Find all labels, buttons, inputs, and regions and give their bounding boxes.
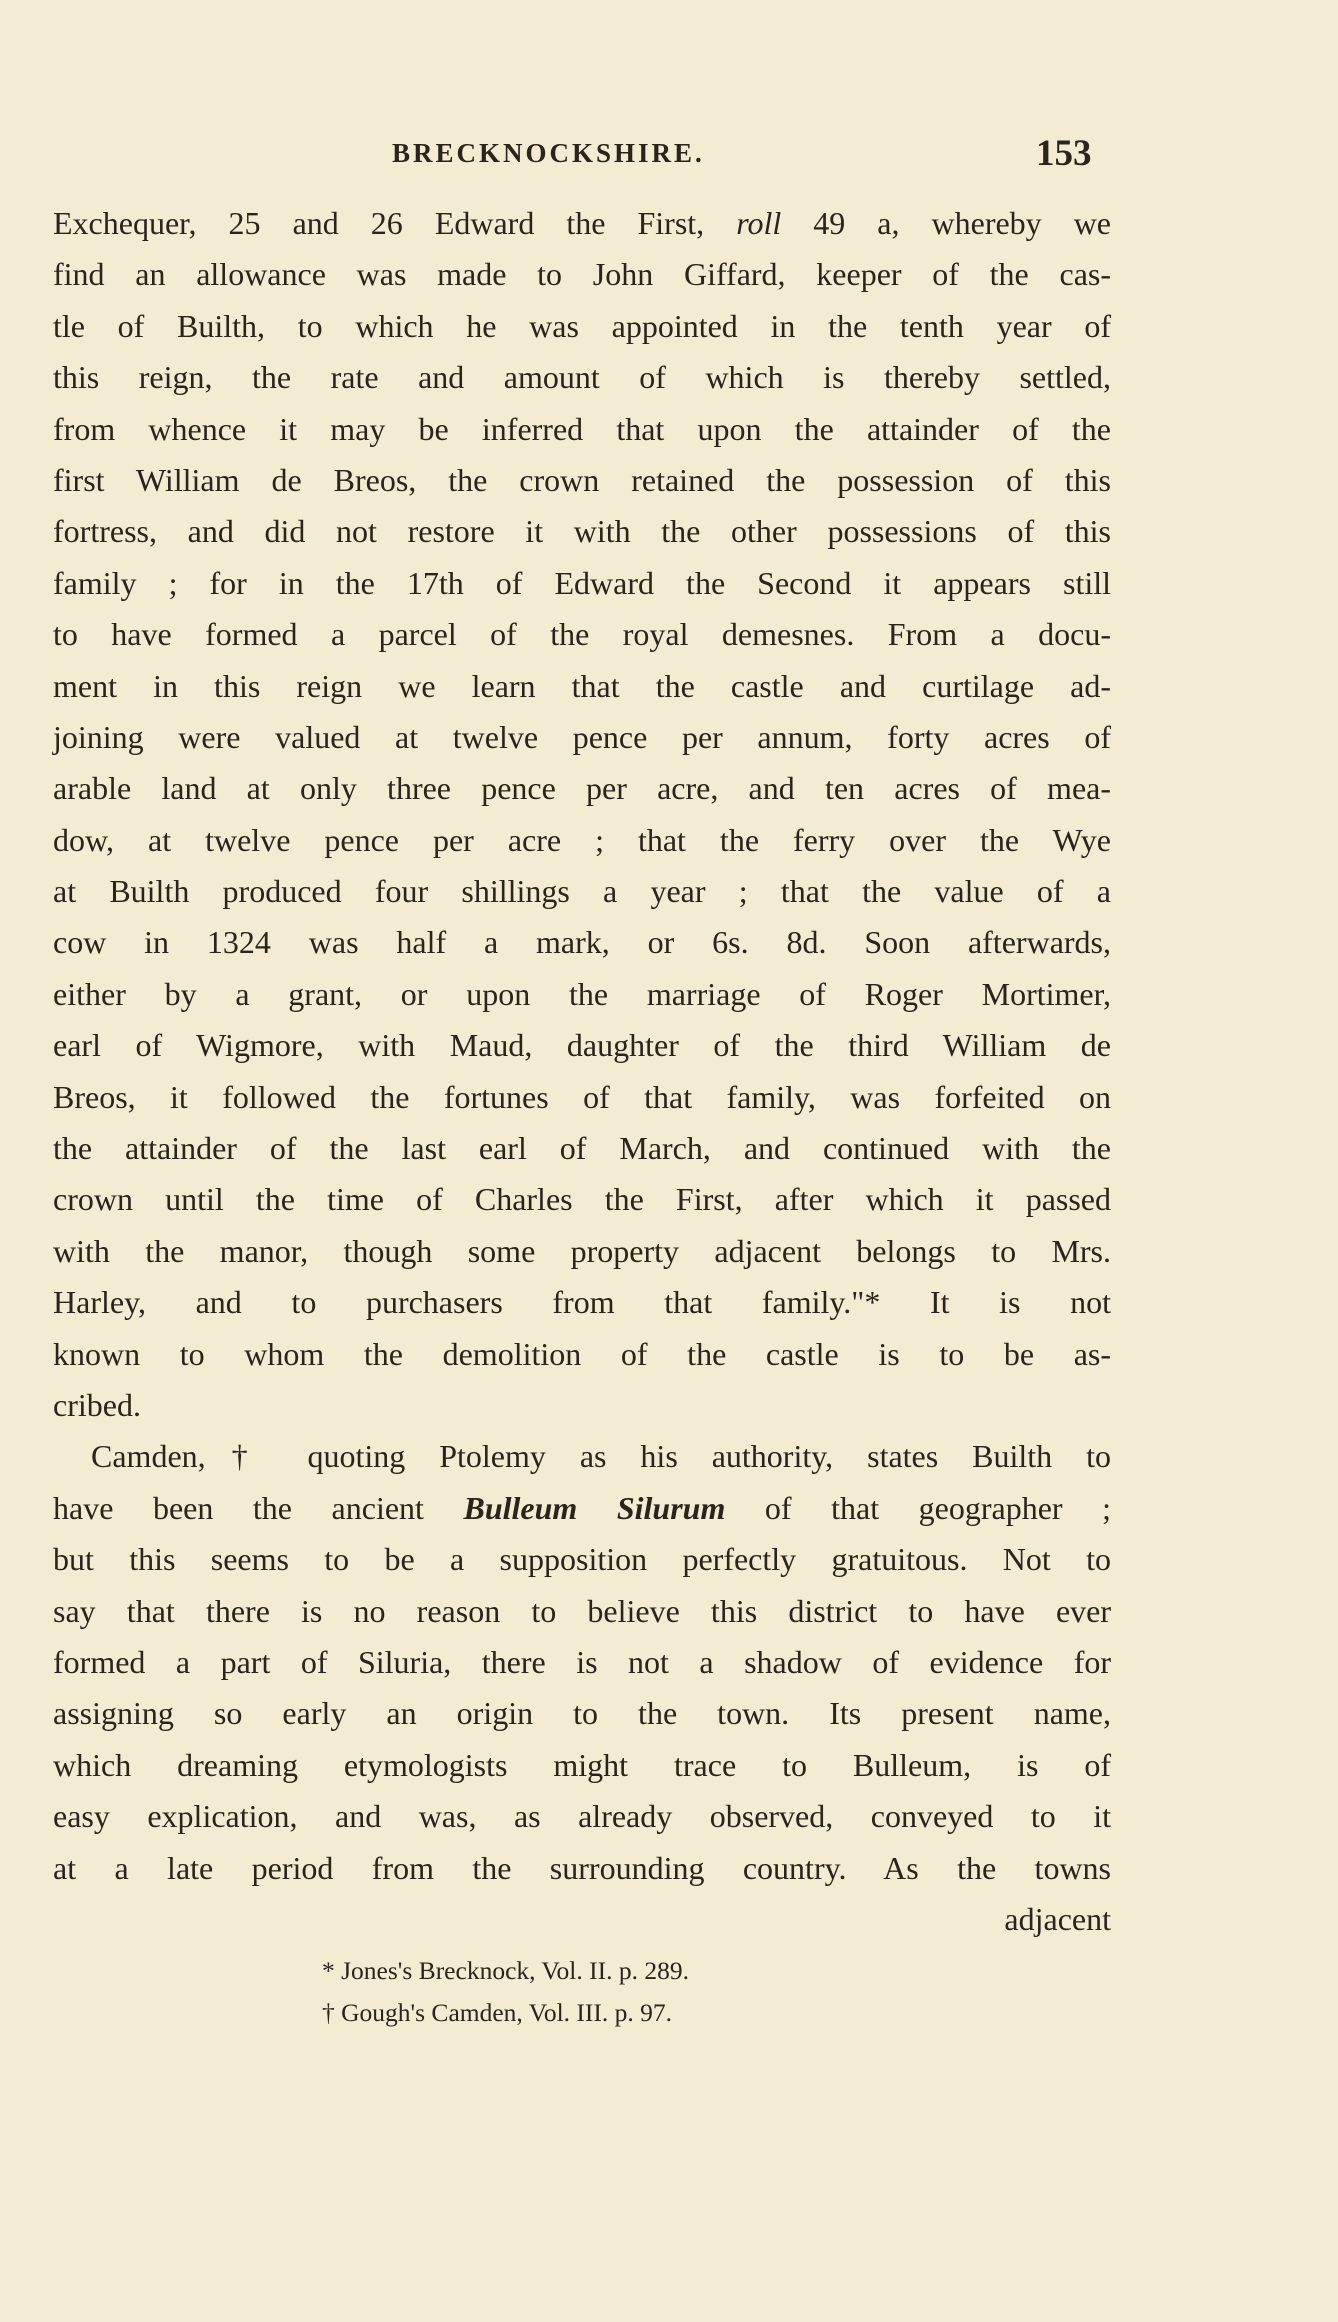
text-line-29: formed a part of Siluria, there is not a shadow of evidence for xyxy=(53,1643,1111,1680)
text-line-14: at Builth produced four shillings a year ; that the value of a xyxy=(53,873,1111,910)
text-line-1: Exchequer, 25 and 26 Edward the First, roll 49 a, whereby we xyxy=(53,205,1112,241)
text-line-25: Camden,† quoting Ptolemy as his authority, states Builth to xyxy=(91,1438,1111,1475)
text-line-2: find an allowance was made to John Giffard, keeper of the cas- xyxy=(53,256,1111,293)
text-line-15: cow in 1324 was half a mark, or 6s. 8d. Soon afterwards, xyxy=(53,924,1111,961)
text-line-32: easy explication, and was, as already observed, conveyed to it xyxy=(53,1798,1111,1835)
text-line-17: earl of Wigmore, with Maud, daughter of the third William de xyxy=(53,1027,1111,1064)
text-line-27: but this seems to be a supposition perfectly gratuitous. Not to xyxy=(53,1541,1111,1578)
text-line-12: arable land at only three pence per acre, and ten acres of mea- xyxy=(53,770,1111,807)
running-head-title: BRECKNOCKSHIRE. xyxy=(392,138,705,168)
text-line-19: the attainder of the last earl of March, and continued with the xyxy=(53,1130,1111,1167)
text-line-22: Harley, and to purchasers from that family."* It is not xyxy=(53,1284,1111,1321)
text-line-6: first William de Breos, the crown retained the possession of this xyxy=(53,461,1111,498)
text-line-24: cribed. xyxy=(53,1386,141,1423)
emphasis-text: Bulleum Silurum xyxy=(463,1489,726,1526)
footnote-2: † Gough's Camden, Vol. III. p. 97. xyxy=(322,1998,673,2027)
running-head xyxy=(0,133,1338,176)
text-line-26: have been the ancient Bulleum Silurum of that geographer ; xyxy=(53,1489,1111,1526)
text-line-16: either by a grant, or upon the marriage of Roger Mortimer, xyxy=(53,975,1111,1012)
text-line-13: dow, at twelve pence per acre ; that the ferry over the Wye xyxy=(53,821,1111,858)
page-number: 153 xyxy=(1036,133,1092,174)
text-line-11: joining were valued at twelve pence per annum, forty acres of xyxy=(53,718,1111,755)
text-line-23: known to whom the demolition of the castle is to be as- xyxy=(53,1335,1111,1372)
text-line-30: assigning so early an origin to the town. Its present name, xyxy=(53,1695,1111,1732)
body-text xyxy=(53,198,1111,1945)
text-line-33: at a late period from the surrounding country. As the towns xyxy=(53,1849,1111,1886)
text-line-28: say that there is no reason to believe this district to have ever xyxy=(53,1592,1111,1629)
text-line-20: crown until the time of Charles the First, after which it passed xyxy=(53,1181,1111,1218)
text-line-7: fortress, and did not restore it with the other possessions of this xyxy=(53,513,1111,550)
text-line-31: which dreaming etymologists might trace to Bulleum, is of xyxy=(53,1746,1111,1783)
text-line-10: ment in this reign we learn that the castle and curtilage ad- xyxy=(53,667,1111,704)
emphasis-text: roll xyxy=(736,205,782,241)
text-line-4: this reign, the rate and amount of which is thereby settled, xyxy=(53,359,1111,396)
footnote-1: * Jones's Brecknock, Vol. II. p. 289. xyxy=(322,1956,689,1985)
text-line-5: from whence it may be inferred that upon the attainder of the xyxy=(53,410,1111,447)
text-line-18: Breos, it followed the fortunes of that family, was forfeited on xyxy=(53,1078,1111,1115)
text-line-9: to have formed a parcel of the royal demesnes. From a docu- xyxy=(53,616,1111,653)
catchword: adjacent xyxy=(1004,1900,1111,1937)
text-line-3: tle of Builth, to which he was appointed in the tenth year of xyxy=(53,307,1111,344)
text-line-8: family ; for in the 17th of Edward the Second it appears still xyxy=(53,564,1111,601)
text-line-21: with the manor, though some property adjacent belongs to Mrs. xyxy=(53,1232,1111,1269)
